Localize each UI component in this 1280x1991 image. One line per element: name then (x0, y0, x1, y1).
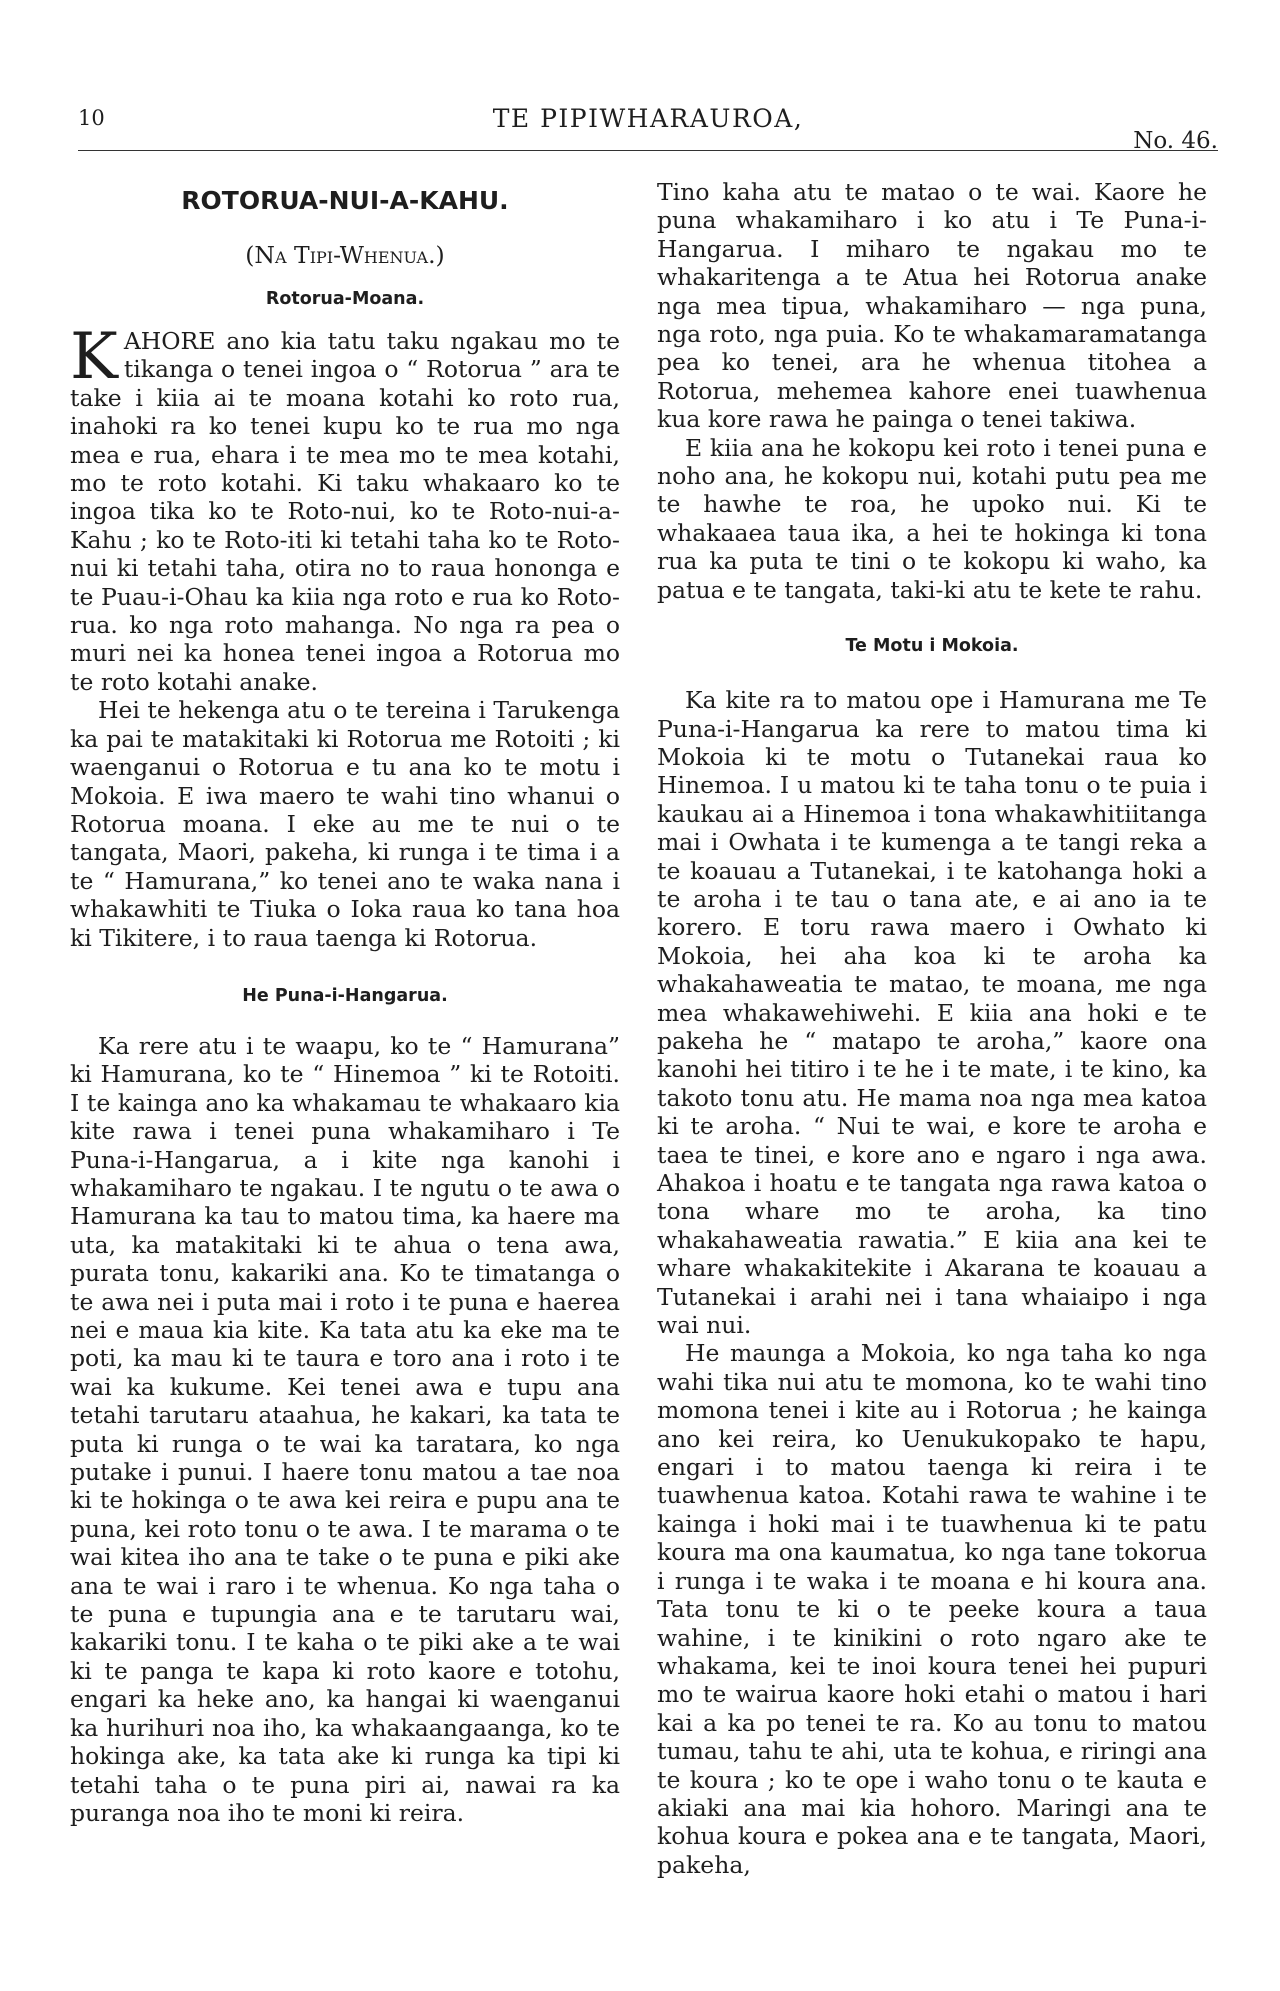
newspaper-title: TE PIPIWHARAUROA, (492, 104, 804, 133)
paragraph: E kiia ana he kokopu kei roto i tenei puna e noho ana, he kokopu nui, kotahi putu pea me te hawhe te roa, he upoko nui. Ki te whakaaea taua ika, a hei te hokinga ki tona rua ka puta te tini o te kokopu ki waho, ka patua e te tangata, taki-ki atu te kete te rahu. (657, 433, 1207, 604)
paragraph: Hei te hekenga atu o te tereina i Tarukenga ka pai te matakitaki ki Rotorua me Rotoiti ; ki waenganui o Rotorua e tu ana ko te motu i Mokoia. E iwa maero te wahi tino whanui o Rotorua moana. I eke au me te nui o te tangata, Maori, pakeha, ki runga i te tima i a te “ Hamurana,” ko tenei ano te waka nana i whakawhiti te Tiuka o Ioka raua ko tana hoa ki Tikitere, i to raua taenga ki Rotorua. (70, 696, 620, 952)
right-column (657, 178, 1207, 1879)
issue-number: No. 46. (1133, 128, 1218, 154)
paragraph: He maunga a Mokoia, ko nga taha ko nga wahi tika nui atu te momona, ko te wahi tino momona tenei i kite au i Rotorua ; he kainga ano kei reira, ko Uenukukopako te hapu, engari i to matou taenga ki reira i te tuawhenua katoa. Kotahi rawa te wahine i te kainga i hoki mai i te tuawhenua ki te patu koura ma ona kaumatua, ko nga tane tokorua i runga i te waka i te moana e hi koura ana. Tata tonu te ki o te peeke koura a taua wahine, i te kinikini o roto ngaro ake te whakama, kei te inoi koura tenei hei pupuri mo te wairua kaore hoki etahi o matou i hari kai a ka po tenei te ra. Ko au tonu to matou tumau, tahu te ahi, uta te kohua, e riringi ana te koura ; ko te ope i waho tonu o te kauta e akiaki ana mai kia hohoro. Maringi ana te kohua koura e pokea ana e te tangata, Maori, pakeha, (657, 1339, 1207, 1879)
header-rule (78, 150, 1218, 151)
paragraph: Tino kaha atu te matao o te wai. Kaore he puna whakamiharo i ko atu i Te Puna-i-Hangarua. I miharo te ngakau mo te whakaritenga a te Atua hei Rotorua anake nga mea tipua, whakamiharo — nga puna, nga roto, nga puia. Ko te whakamaramatanga pea ko tenei, ara he whenua titohea a Rotorua, mehemea kahore enei tuawhenua kua kore rawa he painga o tenei takiwa. (657, 178, 1207, 434)
article-title: ROTORUA-NUI-A-KAHU. (181, 186, 509, 215)
section-heading-mokoia: Te Motu i Mokoia. (845, 636, 1019, 657)
drop-cap: K (70, 320, 118, 394)
byline: (Na Tipi-Whenua.) (245, 241, 445, 269)
section-heading-puna: He Puna-i-Hangarua. (242, 985, 448, 1006)
page-header (78, 106, 1218, 152)
paragraph: Ka kite ra to matou ope i Hamurana me Te Puna-i-Hangarua ka rere to matou tima ki Mokoia ki te motu o Tutanekai raua ko Hinemoa. I u matou ki te taha tonu o te puia i kaukau ai a Hinemoa i tona whakawhitiitanga mai i Owhata i te kumenga a te tangi reka a te koauau a Tutanekai, i te katohanga hoki a te aroha i te tau o tana ate, e ai ano ia te korero. E toru rawa maero i Owhato ki Mokoia, hei aha koa ki te aroha ka whakahaweatia te matao, te moana, me nga mea whakawehiwehi. E kiia ana hoki e te pakeha he “ matapo te aroha,” kaore ona kanohi hei titiro i te he i te mate, i te kino, ka takoto tonu atu. He mama noa nga mea katoa ki te aroha. “ Nui te wai, e kore te aroha e taea te tinei, e kore ano e ngaro i nga awa. Ahakoa i hoatu e te tangata nga rawa katoa o tona whare mo te aroha, ka tino whakahaweatia rawatia.” E kiia ana kei te whare whakakitekite i Akarana te koauau a Tutanekai i arahi nei i tana whaiaipo i nga wai nui. (657, 686, 1207, 1340)
page-number: 10 (78, 106, 105, 130)
paragraph: Ka rere atu i te waapu, ko te “ Hamurana” ki Hamurana, ko te “ Hinemoa ” ki te Rotoiti. I te kainga ano ka whakamau te whakaaro kia kite rawa i tenei puna whakamiharo i Te Puna-i-Hangarua, a i kite nga kanohi i whakamiharo te ngakau. I te ngutu o te awa o Hamurana ka tau to matou tima, ka haere ma uta, ka matakitaki ki te ahua o tena awa, purata tonu, kakariki ana. Ko te timatanga o te awa nei i puta mai i roto i te puna e haerea nei e maua kia kite. Ka tata atu ka eke ma te poti, ka mau ki te taura e toro ana i roto i te wai ka kukume. Kei tenei awa e tupu ana tetahi tarutaru ataahua, he kakari, ka tata te puta ki runga o te wai ka taratara, ko nga putake i punui. I haere tonu matou a tae noa ki te hokinga o te awa kei reira e pupu ana te puna, kei roto tonu o te awa. I te marama o te wai kitea iho ana te take o te puna e piki ake ana te wai i raro i te whenua. Ko nga taha o te puna e tupungia ana e te tarutaru wai, kakariki tonu. I te kaha o te piki ake a te wai ki te panga te kapa ki roto kaore e totohu, engari ka heke ano, ka hangai ki waenganui ka hurihuri noa iho, ka whakaangaanga, ko te hokinga ake, ka tata ake ki runga ka tipi ki tetahi taha o te puna piri ai, nawai ra ka puranga noa iho te moni ki reira. (70, 1031, 620, 1827)
paragraph-text: AHORE ano kia tatu taku ngakau mo te tikanga o tenei ingoa o “ Rotorua ” ara te take i kiia ai te moana kotahi ko roto rua, inahoki ra ko tenei kupu ko te rua mo nga mea e rua, ehara i te mea mo te mea kotahi, mo te roto kotahi. Ki taku whakaaro ko te ingoa tika ko te Roto-nui, ko te Roto-nui-a-Kahu ; ko te Roto-iti ki tetahi taha ko te Roto-nui ki tetahi taha, otira no to raua hononga e te Puau-i-Ohau ka kiia nga roto e rua ko Roto-rua. ko nga roto mahanga. No nga ra pea o muri nei ka honea tenei ingoa a Rotorua mo te roto kotahi anake. (70, 327, 620, 696)
section-heading-rotorua-moana: Rotorua-Moana. (265, 289, 425, 309)
left-column (70, 178, 620, 1827)
paragraph (70, 320, 620, 696)
